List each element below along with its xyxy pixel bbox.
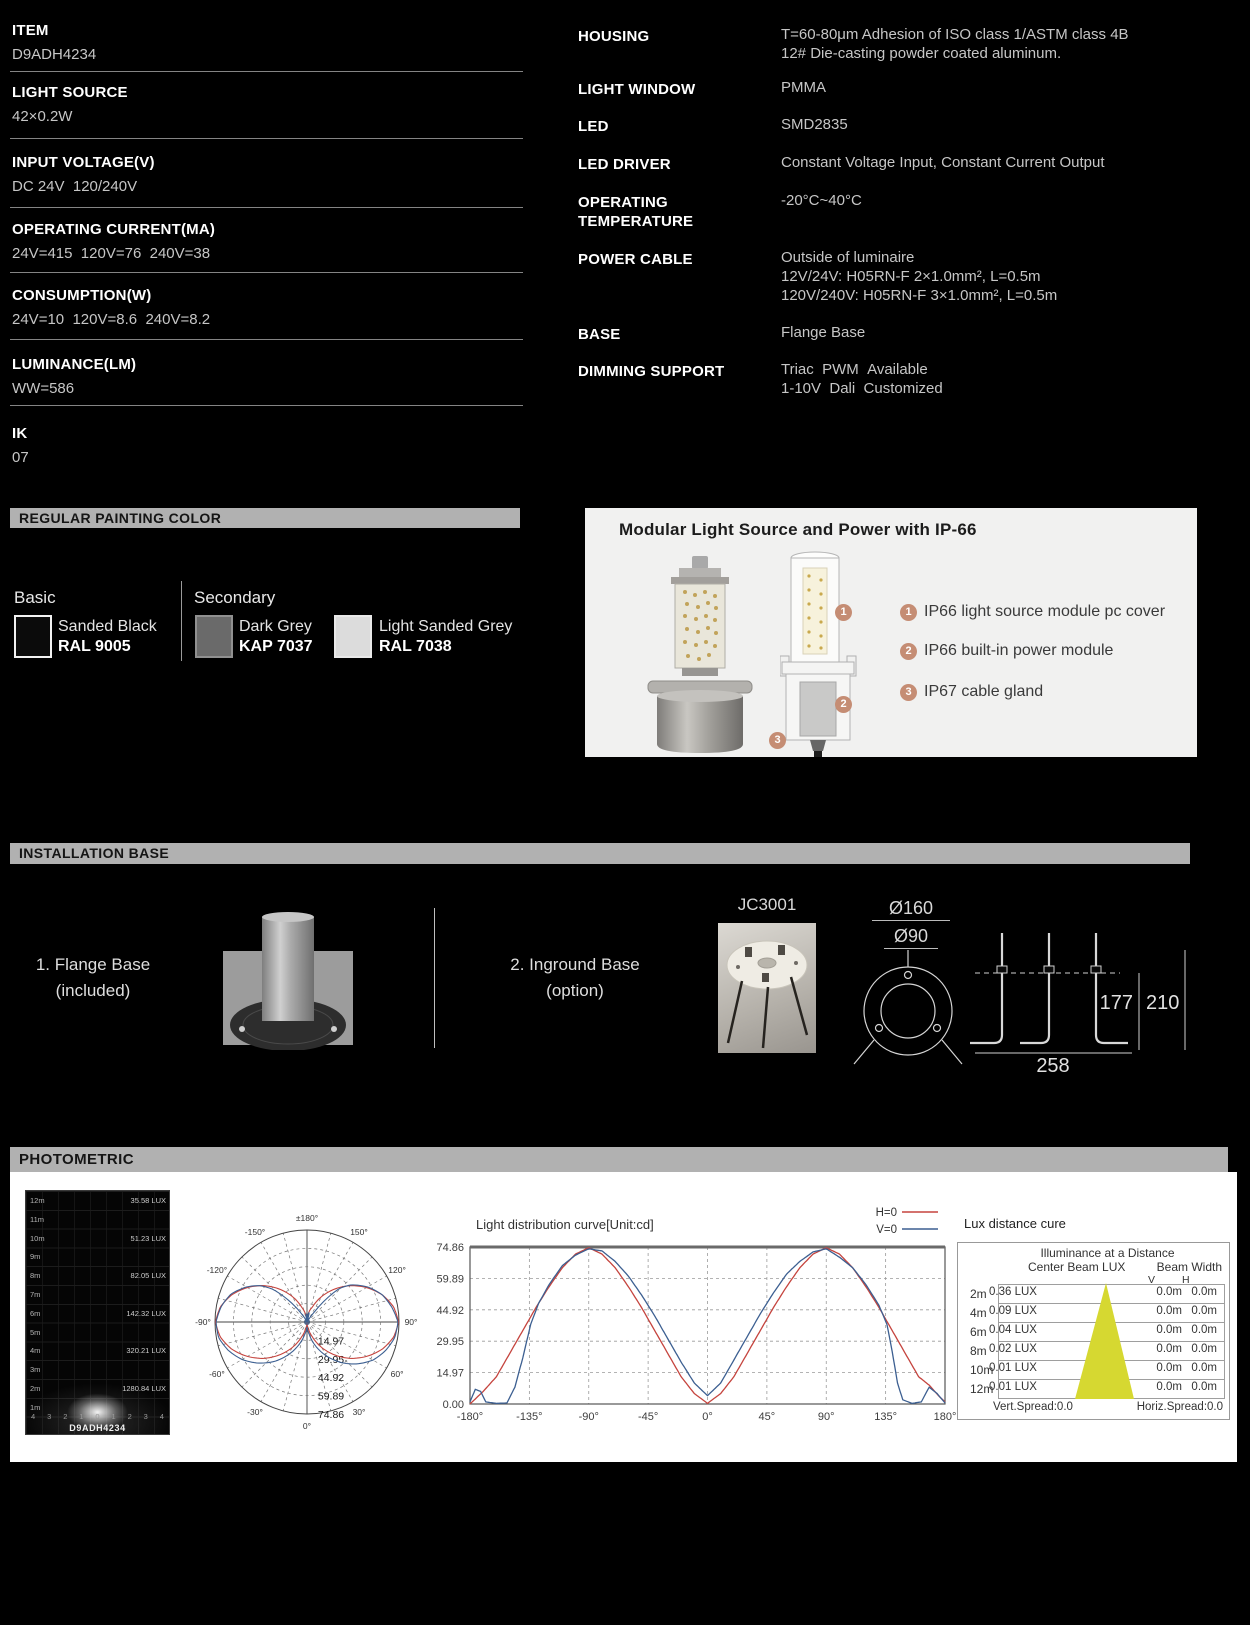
spec-row [12, 355, 523, 398]
lux-table-col-beam: Beam Width [1156, 1260, 1222, 1274]
illuminance-caption: D9ADH4234 [69, 1423, 126, 1433]
legend-label: H=0 [875, 1207, 897, 1219]
spec-separator [10, 272, 523, 273]
lux-value-label: 51.23 LUX [130, 1233, 166, 1243]
y-tick-label: 74.86 [436, 1242, 464, 1254]
spec-label: HOUSING [578, 28, 650, 45]
callout-badge-icon: 2 [835, 696, 852, 713]
inground-base-top-drawing [850, 948, 970, 1073]
lux-value-label: 35.58 LUX [130, 1196, 166, 1205]
x-tick: 3 [143, 1412, 148, 1421]
center-beam-lux-cell: 0.01 LUX [989, 1362, 1037, 1374]
x-tick-label: -45° [637, 1411, 659, 1423]
spec-value: 24V=415 120V=76 240V=38 [12, 245, 211, 262]
flange-base-label [18, 952, 168, 1004]
x-tick: 1 [111, 1412, 116, 1421]
section-header-photometric: PHOTOMETRIC [10, 1147, 1228, 1172]
spec-separator [10, 207, 523, 208]
polar-distribution-chart [195, 1202, 420, 1437]
center-beam-lux-cell: 0.36 LUX [989, 1286, 1037, 1298]
x-tick-label: -90° [578, 1411, 599, 1423]
spec-row [12, 21, 523, 64]
inground-base-photo [718, 923, 816, 1053]
polar-ring-label: 29.95 [317, 1353, 345, 1366]
callout-badge-icon: 3 [900, 684, 917, 701]
spec-separator [10, 339, 523, 340]
beam-width-h-cell: 0.0m [1191, 1362, 1217, 1374]
spec-value-line: 1-10V Dali Customized [781, 380, 943, 397]
lux-value-label: 320.21 LUX [126, 1346, 166, 1356]
lux-table-col-center: Center Beam LUX [1028, 1260, 1126, 1274]
distance-cell: 12m [970, 1382, 994, 1396]
lux-table-footer-horiz: Horiz.Spread:0.0 [1136, 1401, 1223, 1413]
installation-divider [434, 908, 435, 1048]
distance-label: 5m [30, 1327, 41, 1337]
flange-base-label-line1: 1. Flange Base [35, 955, 151, 974]
flange-base-label-line2: (included) [55, 981, 131, 1000]
spec-value-line: Constant Voltage Input, Constant Current Output [781, 154, 1105, 171]
distance-label: 8m [30, 1271, 41, 1281]
x-tick-label: -180° [456, 1411, 484, 1423]
callout-text: IP67 cable gland [924, 683, 1044, 700]
distance-cell: 6m [970, 1325, 987, 1339]
spec-label: POWER CABLE [578, 251, 693, 268]
swatch-label [58, 617, 157, 657]
spec-value [781, 115, 1250, 134]
spec-value-line: PMMA [781, 79, 826, 96]
y-tick-label: 29.95 [436, 1336, 464, 1349]
module-exploded-drawing [780, 548, 900, 757]
color-swatch [195, 615, 233, 658]
lux-value-label: 142.32 LUX [126, 1308, 166, 1318]
spec-value-line: -20°C~40°C [781, 192, 862, 209]
inground-base-label [505, 952, 645, 1004]
spec-value: WW=586 [12, 380, 75, 397]
spec-separator [10, 71, 523, 72]
callout-badge-icon: 1 [900, 604, 917, 621]
spec-value-line: 12# Die-casting powder coated aluminum. [781, 45, 1062, 62]
lux-table-header: Illuminance at a Distance [1040, 1246, 1175, 1260]
spec-label: DIMMING SUPPORT [578, 363, 725, 380]
x-tick: 2 [63, 1412, 68, 1421]
spec-label: LUMINANCE(LM) [12, 356, 137, 373]
y-tick-label: 14.97 [436, 1367, 464, 1380]
x-axis-ticks [31, 1412, 164, 1421]
spec-value: D9ADH4234 [12, 46, 97, 63]
beam-width-h-cell: 0.0m [1191, 1286, 1217, 1298]
callout-badge-icon: 1 [835, 604, 852, 621]
beam-width-v-cell: 0.0m [1156, 1362, 1182, 1374]
light-distribution-chart [430, 1196, 960, 1426]
swatch-label [239, 617, 313, 657]
color-swatch [334, 615, 372, 658]
x-tick-label: 90° [817, 1411, 835, 1423]
polar-ring-label: 74.86 [317, 1409, 345, 1421]
lux-value-label: 82.05 LUX [130, 1271, 166, 1281]
swatch-code: RAL 9005 [58, 638, 131, 655]
spec-value [781, 25, 1250, 63]
beam-width-v-cell: 0.0m [1156, 1324, 1182, 1336]
inground-base-side-drawing [960, 925, 1190, 1075]
lux-table-title: Lux distance cure [964, 1216, 1066, 1231]
callout-badge-icon: 2 [900, 643, 917, 660]
spec-label: LED DRIVER [578, 156, 671, 173]
swatch-code: RAL 7038 [379, 638, 452, 655]
spec-row [12, 220, 523, 263]
spec-label: CONSUMPTION(W) [12, 287, 152, 304]
distance-cell: 2m [970, 1287, 987, 1301]
beam-width-v-cell: 0.0m [1156, 1343, 1182, 1355]
spec-separator [10, 138, 523, 139]
center-beam-lux-cell: 0.09 LUX [989, 1305, 1037, 1317]
distance-label: 4m [30, 1346, 41, 1356]
spec-value-line: 12V/24V: H05RN-F 2×1.0mm², L=0.5m [781, 268, 1041, 285]
y-tick-label: 0.00 [442, 1399, 464, 1411]
spec-value [781, 323, 1250, 342]
spec-row [12, 286, 523, 329]
swatch-label [379, 617, 512, 657]
distance-cell: 10m [970, 1363, 994, 1377]
polar-angle-label: ±180° [295, 1213, 319, 1223]
swatch-name: Sanded Black [58, 618, 157, 635]
beam-cone-triangle [1068, 1279, 1148, 1401]
beam-width-h-cell: 0.0m [1191, 1305, 1217, 1317]
spec-row [12, 153, 523, 196]
illuminance-image [25, 1190, 170, 1435]
spec-value [781, 360, 1250, 398]
painting-group-basic: Basic [14, 588, 56, 607]
distance-label: 7m [30, 1290, 41, 1299]
spec-label: LIGHT WINDOW [578, 81, 696, 98]
lux-table-footer-vert: Vert.Spread:0.0 [993, 1401, 1073, 1413]
polar-angle-label: -60° [209, 1369, 225, 1379]
legend-label: V=0 [876, 1224, 897, 1236]
spec-value [781, 191, 1250, 210]
beam-width-v-cell: 0.0m [1156, 1381, 1182, 1393]
x-tick-label: -135° [516, 1411, 543, 1423]
spec-separator [10, 405, 523, 406]
polar-ring-label: 44.92 [317, 1372, 345, 1385]
dim-inner-diameter: Ø90 [884, 926, 938, 949]
swatch-code: KAP 7037 [239, 638, 313, 655]
section-header-painting: REGULAR PAINTING COLOR [10, 508, 520, 528]
painting-group-secondary: Secondary [194, 588, 276, 607]
distance-label: 11m [30, 1214, 45, 1224]
polar-ring-label: 59.89 [317, 1390, 345, 1403]
dim-outer-diameter: Ø160 [872, 898, 950, 921]
dim-height-177: 177 [1099, 992, 1133, 1014]
polar-angle-label: 150° [350, 1226, 368, 1237]
beam-width-h-cell: 0.0m [1191, 1381, 1217, 1393]
beam-width-v-cell: 0.0m [1156, 1305, 1182, 1317]
module-photo-illustration [635, 556, 765, 758]
callout-text: IP66 light source module pc cover [924, 603, 1166, 620]
distance-cell: 4m [970, 1306, 987, 1320]
painting-divider [181, 581, 182, 661]
distance-label: 2m [30, 1384, 41, 1393]
beam-width-h-cell: 0.0m [1191, 1343, 1217, 1355]
swatch-name: Light Sanded Grey [379, 618, 513, 635]
x-tick-label: 0° [702, 1411, 713, 1423]
callout-badge-icon: 3 [769, 732, 786, 749]
polar-angle-label: 0° [302, 1421, 312, 1431]
spec-value-line: Flange Base [781, 324, 866, 341]
spec-value [781, 78, 1250, 97]
spec-row [12, 83, 523, 126]
x-tick: 4 [159, 1412, 164, 1421]
spec-label: OPERATING CURRENT(MA) [12, 221, 216, 238]
spec-value-line: Triac PWM Available [781, 361, 928, 378]
section-header-installation: INSTALLATION BASE [10, 843, 1190, 864]
dim-height-210: 210 [1146, 992, 1180, 1014]
x-tick-label: 180° [933, 1411, 957, 1423]
lux-table-sub-h: H [1182, 1274, 1190, 1286]
distance-label: 12m [30, 1196, 45, 1205]
spec-value-line: T=60-80μm Adhesion of ISO class 1/ASTM class 4B [781, 26, 1129, 43]
lux-table-sub-v: V [1148, 1274, 1156, 1286]
distance-label: 3m [30, 1365, 41, 1375]
center-beam-lux-cell: 0.04 LUX [989, 1324, 1037, 1336]
distance-label: 1m [30, 1402, 41, 1412]
x-tick: 4 [31, 1412, 36, 1421]
polar-angle-label: -150° [244, 1226, 266, 1237]
inground-base-label-line1: 2. Inground Base [510, 955, 640, 974]
distance-label: 9m [30, 1252, 41, 1262]
distance-cell: 8m [970, 1344, 987, 1358]
spec-label: ITEM [12, 22, 49, 39]
distance-label: 6m [30, 1308, 41, 1318]
spec-label: OPERATING TEMPERATURE [578, 194, 694, 230]
y-tick-label: 44.92 [436, 1304, 464, 1317]
modular-panel-title: Modular Light Source and Power with IP-66 [619, 520, 977, 539]
polar-ring-label: 14.97 [317, 1335, 345, 1348]
polar-angle-label: -120° [206, 1265, 228, 1275]
center-beam-lux-cell: 0.02 LUX [989, 1343, 1037, 1355]
center-beam-lux-cell: 0.01 LUX [989, 1381, 1037, 1393]
spec-value [781, 153, 1250, 172]
x-tick-label: 135° [874, 1411, 898, 1423]
x-tick: 2 [127, 1412, 132, 1421]
spec-label: INPUT VOLTAGE(V) [12, 154, 155, 171]
spec-value-line: Outside of luminaire [781, 249, 915, 266]
dim-width-258: 258 [1036, 1055, 1070, 1075]
spec-value-line: SMD2835 [781, 116, 848, 133]
chart-title: Light distribution curve[Unit:cd] [476, 1217, 654, 1232]
polar-angle-label: -90° [195, 1317, 211, 1327]
y-tick-label: 59.89 [436, 1273, 464, 1286]
polar-angle-label: 30° [352, 1407, 366, 1418]
inground-base-label-line2: (option) [546, 981, 604, 1000]
x-tick: 1 [79, 1412, 84, 1421]
spec-value: 42×0.2W [12, 108, 73, 125]
x-tick: 3 [47, 1412, 52, 1421]
polar-angle-label: 90° [404, 1317, 418, 1327]
polar-angle-label: 120° [388, 1265, 406, 1275]
swatch-name: Dark Grey [239, 618, 312, 635]
spec-label: LED [578, 118, 609, 135]
distance-label: 10m [30, 1233, 45, 1243]
beam-width-h-cell: 0.0m [1191, 1324, 1217, 1336]
callout-text: IP66 built-in power module [924, 642, 1114, 659]
spec-value: 24V=10 120V=8.6 240V=8.2 [12, 311, 211, 328]
beam-width-v-cell: 0.0m [1156, 1286, 1182, 1298]
x-tick-label: 45° [758, 1411, 776, 1423]
lux-distance-table [956, 1216, 1234, 1416]
flange-base-illustration [215, 905, 365, 1050]
accessory-code-label: JC3001 [737, 895, 797, 914]
spec-label: IK [12, 425, 28, 442]
spec-label: BASE [578, 326, 621, 343]
spec-value: 07 [12, 449, 29, 466]
x-tick: 0 [95, 1412, 100, 1421]
spec-value [781, 248, 1250, 305]
polar-angle-label: -30° [247, 1407, 263, 1418]
lux-value-label: 1280.84 LUX [122, 1384, 166, 1393]
modular-panel [585, 508, 1197, 757]
polar-angle-label: 60° [390, 1369, 404, 1379]
spec-row [12, 424, 523, 467]
spec-value: DC 24V 120/240V [12, 178, 138, 195]
spec-value-line: 120V/240V: H05RN-F 3×1.0mm², L=0.5m [781, 287, 1058, 304]
lux-table-box [957, 1242, 1230, 1420]
spec-label: LIGHT SOURCE [12, 84, 128, 101]
color-swatch [14, 615, 52, 658]
